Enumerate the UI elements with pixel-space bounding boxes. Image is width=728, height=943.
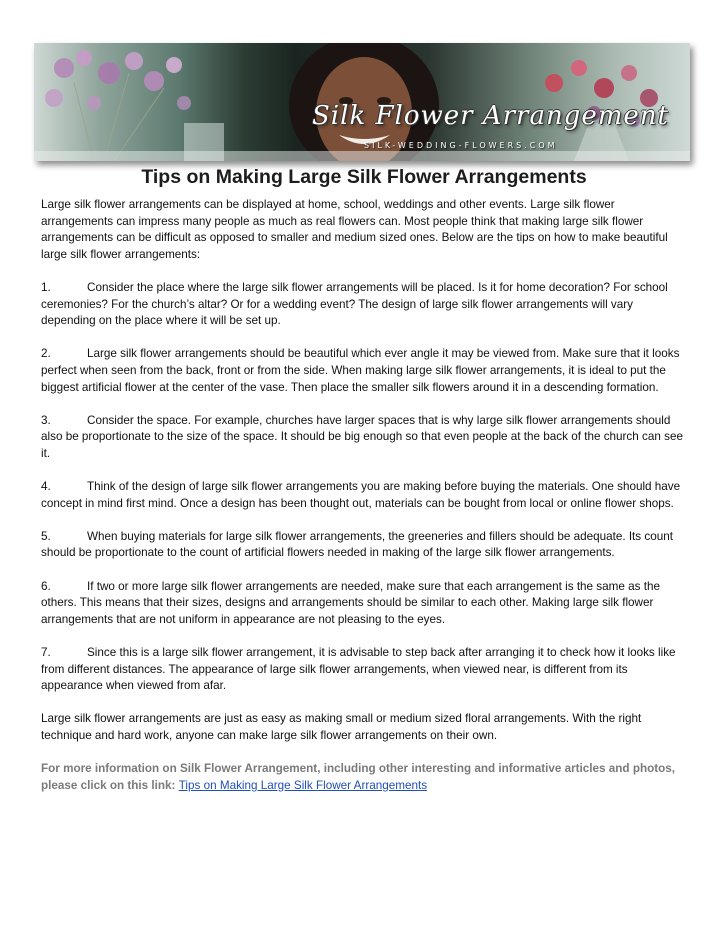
tip-item [41,645,689,695]
banner-logo-subtitle: SILK-WEDDING-FLOWERS.COM [364,141,558,150]
tip-number: 7. [41,646,51,660]
footer-article-link[interactable]: Tips on Making Large Silk Flower Arrangements [178,778,428,792]
intro-paragraph: Large silk flower arrangements can be displayed at home, school, weddings and other events. Large silk flower arrangements can impress many people as much as real flowers can. Most people think that making large silk flower arrangements can be difficult as opposed to smaller and medium sized ones. Below are the tips on how to make beautiful large silk flower arrangements: [41,198,668,261]
banner-logo-script: Silk Flower Arrangement [312,101,669,131]
tip-item [41,280,689,330]
tip-text: Consider the place where the large silk flower arrangements will be placed. Is it for home decoration? For school ceremonies? For the church’s altar? Or for a wedding event? The design of large silk flower arrangements will vary depending on the place where it will be set up. [41,280,668,328]
tip-text: Consider the space. For example, churches have larger spaces that is why large silk flower arrangements should also be proportionate to the size of the space. It should be big enough so that even people at the back of the church can see it. [41,413,683,460]
article-body [41,197,689,811]
tip-text: Since this is a large silk flower arrangement, it is advisable to step back after arranging it to check how it looks like from different distances. The appearance of large silk flower arrangements, when viewed near, is different from its appearance when viewed from afar. [41,646,676,693]
footer-note [41,761,689,794]
tip-item [41,579,689,629]
tip-number: 5. [41,529,51,543]
tip-number: 1. [41,280,51,294]
tip-text: If two or more large silk flower arrangements are needed, make sure that each arrangement is the same as the others. This means that their sizes, designs and arrangements should be similar to each other. Making large silk flower arrangements that are not uniform in appearance are not pleasing to the eyes. [41,579,660,626]
tip-number: 2. [41,347,51,361]
tip-text: When buying materials for large silk flower arrangements, the greeneries and fillers should be adequate. Its count should be proportionate to the count of artificial flowers needed in making of the large silk flower arrangements. [41,529,673,560]
tip-number: 3. [41,413,51,427]
footer-note-text: For more information on Silk Flower Arrangement, including other interesting and informative articles and photos, please click on this link: [41,762,676,792]
header-banner [34,43,690,161]
tip-item [41,413,689,463]
article-title: Tips on Making Large Silk Flower Arrangements [141,166,587,188]
tip-item [41,529,689,562]
tip-number: 6. [41,579,51,593]
tip-text: Think of the design of large silk flower arrangements you are making before buying the materials. One should have concept in mind first mind. Once a design has been thought out, materials can be bought from local or online flower shops. [41,480,681,510]
tip-number: 4. [41,480,51,494]
tip-text: Large silk flower arrangements should be beautiful which ever angle it may be viewed from. Make sure that it looks perfect when seen from the back, front or from the side. When making large silk flower arrangements, it is ideal to put the biggest artificial flower at the center of the vase. Then place the smaller silk flowers around it in a descending formation. [41,347,680,394]
tip-item [41,346,689,396]
tip-item [41,479,689,512]
conclusion-paragraph: Large silk flower arrangements are just as easy as making small or medium sized floral arrangements. With the right technique and hard work, anyone can make large silk flower arrangements on their own. [41,712,642,742]
